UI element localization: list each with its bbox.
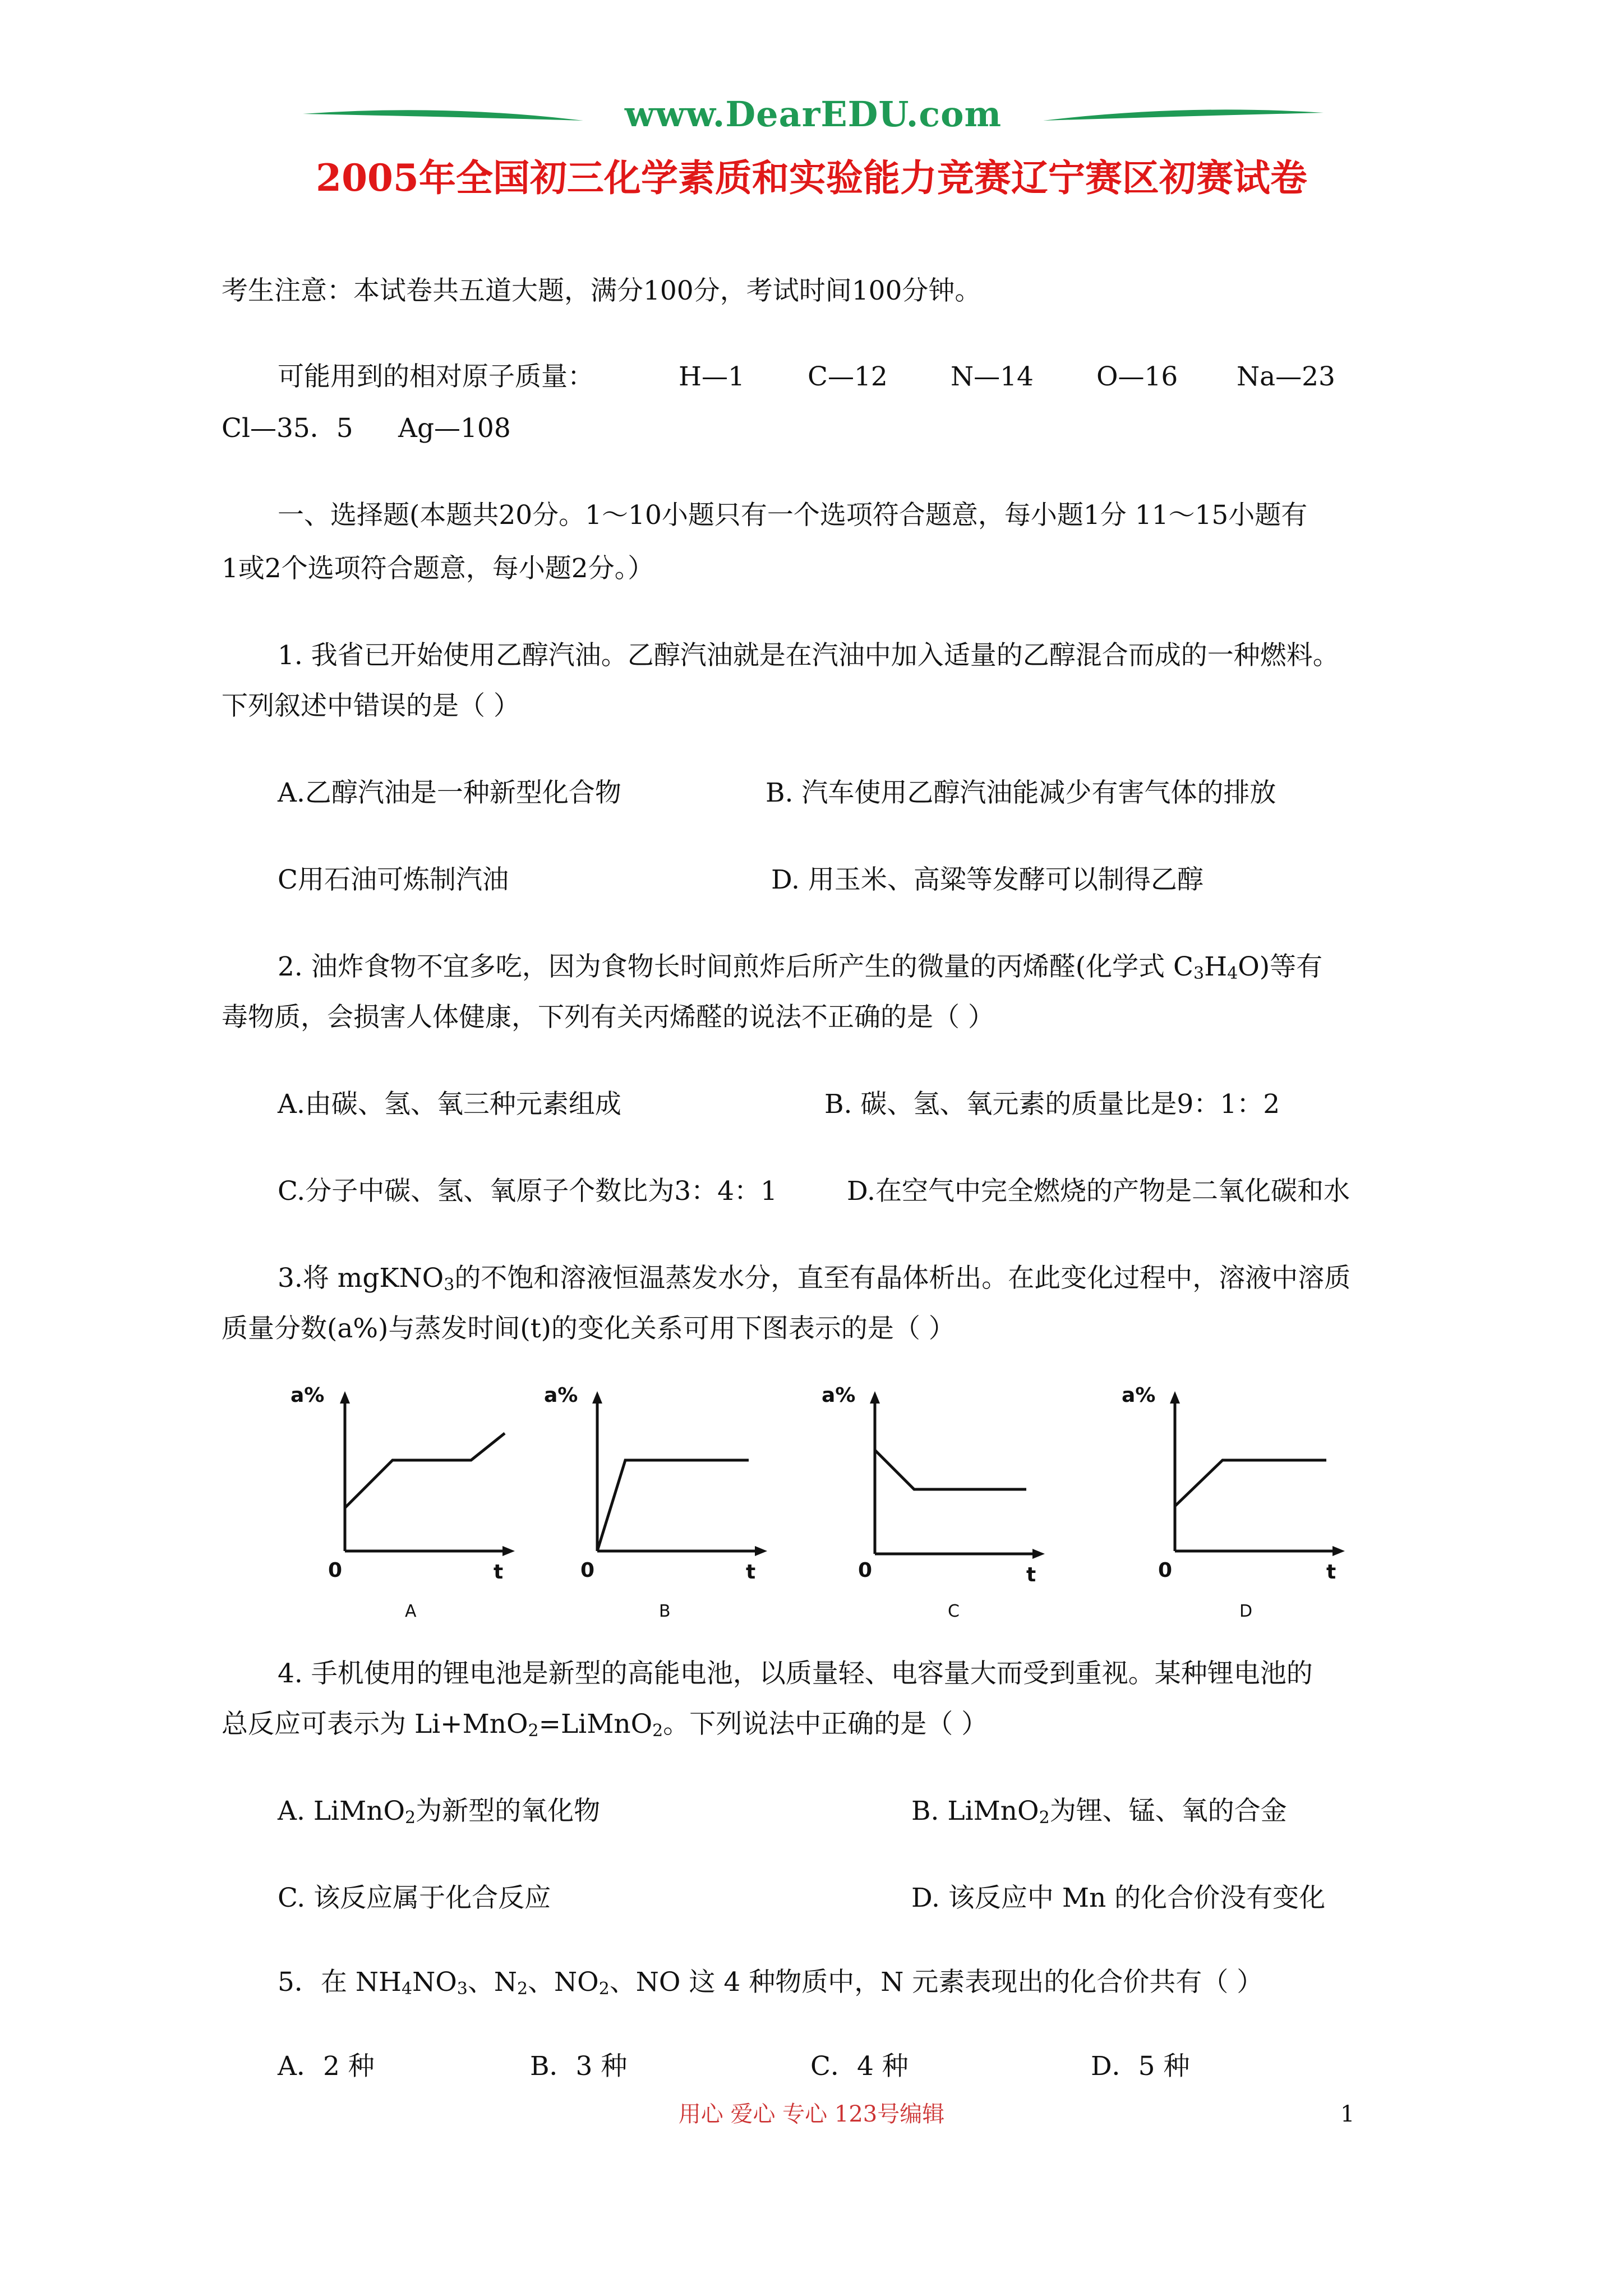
atomic-mass-c: C—12 bbox=[808, 361, 888, 392]
q1-option-d: D. 用玉米、高粱等发酵可以制得乙醇 bbox=[771, 864, 1204, 895]
q3-stem-line2: 质量分数(a%)与蒸发时间(t)的变化关系可用下图表示的是（ ） bbox=[222, 1313, 955, 1344]
graph-a-x-arrow bbox=[502, 1546, 515, 1556]
graph-d-y-arrow bbox=[1170, 1391, 1180, 1404]
q2-option-b: B. 碳、氢、氧元素的质量比是9：1：2 bbox=[824, 1089, 1280, 1120]
q1-option-c: C用石油可炼制汽油 bbox=[278, 864, 509, 895]
atomic-mass-label: 可能用到的相对原子质量： bbox=[278, 361, 594, 392]
q5-text-e: 、N bbox=[467, 1967, 517, 1998]
q2-option-a: A.由碳、氢、氧三种元素组成 bbox=[278, 1089, 621, 1120]
graph-c-caption: C bbox=[948, 1602, 960, 1621]
graph-a-y-label: a% bbox=[291, 1384, 325, 1407]
q1-option-a: A.乙醇汽油是一种新型化合物 bbox=[278, 777, 621, 808]
q5-text-c: NO bbox=[412, 1967, 457, 1998]
graph-c-y-label: a% bbox=[822, 1384, 856, 1407]
q1-option-b: B. 汽车使用乙醇汽油能减少有害气体的排放 bbox=[766, 777, 1276, 808]
graph-c-x-label: t bbox=[1026, 1563, 1036, 1586]
q3-graph-b bbox=[538, 1369, 756, 1621]
q5-option-b: B．3 种 bbox=[530, 2051, 628, 2082]
q4-option-a-rest: 为新型的氧化物 bbox=[416, 1796, 601, 1826]
graph-c-origin: 0 bbox=[858, 1559, 873, 1582]
q5-text-g: 、NO bbox=[528, 1967, 599, 1998]
q3-graph-c bbox=[816, 1369, 1036, 1621]
q2-sub-h4: 4 bbox=[1227, 964, 1238, 983]
graph-a-origin: 0 bbox=[328, 1559, 343, 1582]
section1-intro-line2: 1或2个选项符合题意，每小题2分。） bbox=[222, 553, 654, 584]
q2-stem-text-a: 2. 油炸食物不宜多吃，因为食物长时间煎炸后所产生的微量的丙烯醛(化学式 C bbox=[278, 951, 1194, 982]
graph-a-x-label: t bbox=[494, 1561, 504, 1584]
site-url[interactable]: www.DearEDU.com bbox=[624, 94, 1002, 135]
atomic-mass-o: O—16 bbox=[1096, 361, 1178, 392]
section1-intro-line1: 一、选择题(本题共20分。1～10小题只有一个选项符合题意，每小题1分 11～15小题有 bbox=[278, 500, 1308, 531]
graph-d-caption: D bbox=[1239, 1602, 1253, 1621]
q3-sub-3: 3 bbox=[444, 1275, 455, 1295]
q4-option-a-text: A. LiMnO bbox=[278, 1796, 405, 1826]
q2-stem-text-e: O)等有 bbox=[1238, 951, 1323, 982]
q3-stem-text-a: 3.将 mgKNO bbox=[278, 1263, 444, 1294]
graph-d-x-label: t bbox=[1326, 1561, 1336, 1584]
q4-option-b bbox=[911, 1796, 1287, 1828]
q3-stem-text-c: 的不饱和溶液恒温蒸发水分，直至有晶体析出。在此变化过程中，溶液中溶质 bbox=[454, 1263, 1351, 1294]
q4-option-b-text: B. LiMnO bbox=[911, 1796, 1039, 1826]
graph-d-y-label: a% bbox=[1122, 1384, 1156, 1407]
q4-option-b-sub: 2 bbox=[1039, 1808, 1050, 1828]
q5-text-i: 、NO 这 4 种物质中，N 元素表现出的化合价共有（ ） bbox=[609, 1967, 1264, 1998]
q1-stem-line1: 1. 我省已开始使用乙醇汽油。乙醇汽油就是在汽油中加入适量的乙醇混合而成的一种燃料。 bbox=[278, 640, 1339, 671]
graph-c-curve bbox=[875, 1450, 1026, 1489]
q4-option-c: C. 该反应属于化合反应 bbox=[278, 1883, 551, 1913]
graph-d-curve bbox=[1175, 1460, 1326, 1506]
graph-b-curve bbox=[597, 1460, 749, 1551]
site-header bbox=[303, 94, 1324, 137]
page-title: 2005年全国初三化学素质和实验能力竞赛辽宁赛区初赛试卷 bbox=[316, 156, 1307, 200]
graph-b-x-label: t bbox=[746, 1561, 756, 1584]
graph-b-x-arrow bbox=[755, 1546, 767, 1556]
q2-option-d: D.在空气中完全燃烧的产物是二氧化碳和水 bbox=[847, 1176, 1350, 1207]
atomic-mass-cl: Cl—35．5 bbox=[222, 413, 353, 444]
graph-d-origin: 0 bbox=[1158, 1559, 1173, 1582]
graph-b-y-arrow bbox=[592, 1391, 602, 1404]
exam-notice: 考生注意：本试卷共五道大题，满分100分，考试时间100分钟。 bbox=[222, 275, 981, 306]
q4-option-a bbox=[278, 1796, 601, 1828]
q2-stem-text-h: H bbox=[1204, 951, 1228, 982]
atomic-mass-na: Na—23 bbox=[1237, 361, 1335, 392]
atomic-mass-h: H—1 bbox=[679, 361, 745, 392]
q3-graph-a bbox=[280, 1369, 504, 1621]
q5-text-a: 5．在 NH bbox=[278, 1967, 402, 1998]
q2-sub-c3: 3 bbox=[1193, 964, 1205, 983]
graph-a-caption: A bbox=[405, 1602, 417, 1621]
q1-stem-line2: 下列叙述中错误的是（ ） bbox=[222, 691, 520, 721]
q4-option-b-rest: 为锂、锰、氧的合金 bbox=[1049, 1796, 1287, 1826]
q4-stem-line1: 4. 手机使用的锂电池是新型的高能电池，以质量轻、电容量大而受到重视。某种锂电池的 bbox=[278, 1658, 1313, 1689]
q2-stem-line1 bbox=[278, 951, 1323, 983]
q5-sub-2a: 2 bbox=[517, 1979, 528, 1999]
graph-b-caption: B bbox=[659, 1602, 671, 1621]
q4-option-a-sub: 2 bbox=[405, 1808, 416, 1828]
q5-option-a: A．2 种 bbox=[278, 2051, 375, 2082]
q4-sub-limno2: 2 bbox=[652, 1721, 663, 1741]
q4-sub-mno2: 2 bbox=[528, 1721, 539, 1741]
q5-sub-2b: 2 bbox=[598, 1979, 610, 1999]
q3-graph-d bbox=[1116, 1369, 1336, 1621]
q4-stem-text-a: 总反应可表示为 Li+MnO bbox=[222, 1709, 528, 1740]
graph-a-curve bbox=[345, 1433, 505, 1508]
footer-text: 用心 爱心 专心 123号编辑 bbox=[678, 2101, 945, 2127]
q5-option-d: D．5 种 bbox=[1091, 2051, 1190, 2082]
q2-stem-line2: 毒物质，会损害人体健康，下列有关丙烯醛的说法不正确的是（ ） bbox=[222, 1002, 994, 1033]
q5-sub-4: 4 bbox=[401, 1979, 413, 1999]
q4-stem-line2 bbox=[222, 1709, 988, 1741]
page-number: 1 bbox=[1340, 2101, 1355, 2127]
graph-c-x-arrow bbox=[1032, 1549, 1045, 1559]
q4-option-d: D. 该反应中 Mn 的化合价没有变化 bbox=[911, 1883, 1326, 1913]
graph-b-y-label: a% bbox=[544, 1384, 578, 1407]
q4-stem-text-c: =LiMnO bbox=[538, 1709, 653, 1740]
atomic-mass-n: N—14 bbox=[951, 361, 1034, 392]
q5-sub-3: 3 bbox=[457, 1979, 468, 1999]
q5-option-c: C．4 种 bbox=[810, 2051, 909, 2082]
q5-stem bbox=[278, 1967, 1264, 1999]
q2-option-c: C.分子中碳、氢、氧原子个数比为3：4：1 bbox=[278, 1176, 777, 1207]
q4-stem-text-e: 。下列说法中正确的是（ ） bbox=[663, 1709, 988, 1740]
atomic-mass-ag: Ag—108 bbox=[398, 413, 511, 444]
graph-b-origin: 0 bbox=[580, 1559, 595, 1582]
graph-d-x-arrow bbox=[1332, 1546, 1345, 1556]
q3-stem-line1 bbox=[278, 1263, 1351, 1295]
graph-c-y-arrow bbox=[870, 1391, 880, 1404]
graph-a-y-arrow bbox=[340, 1391, 350, 1404]
